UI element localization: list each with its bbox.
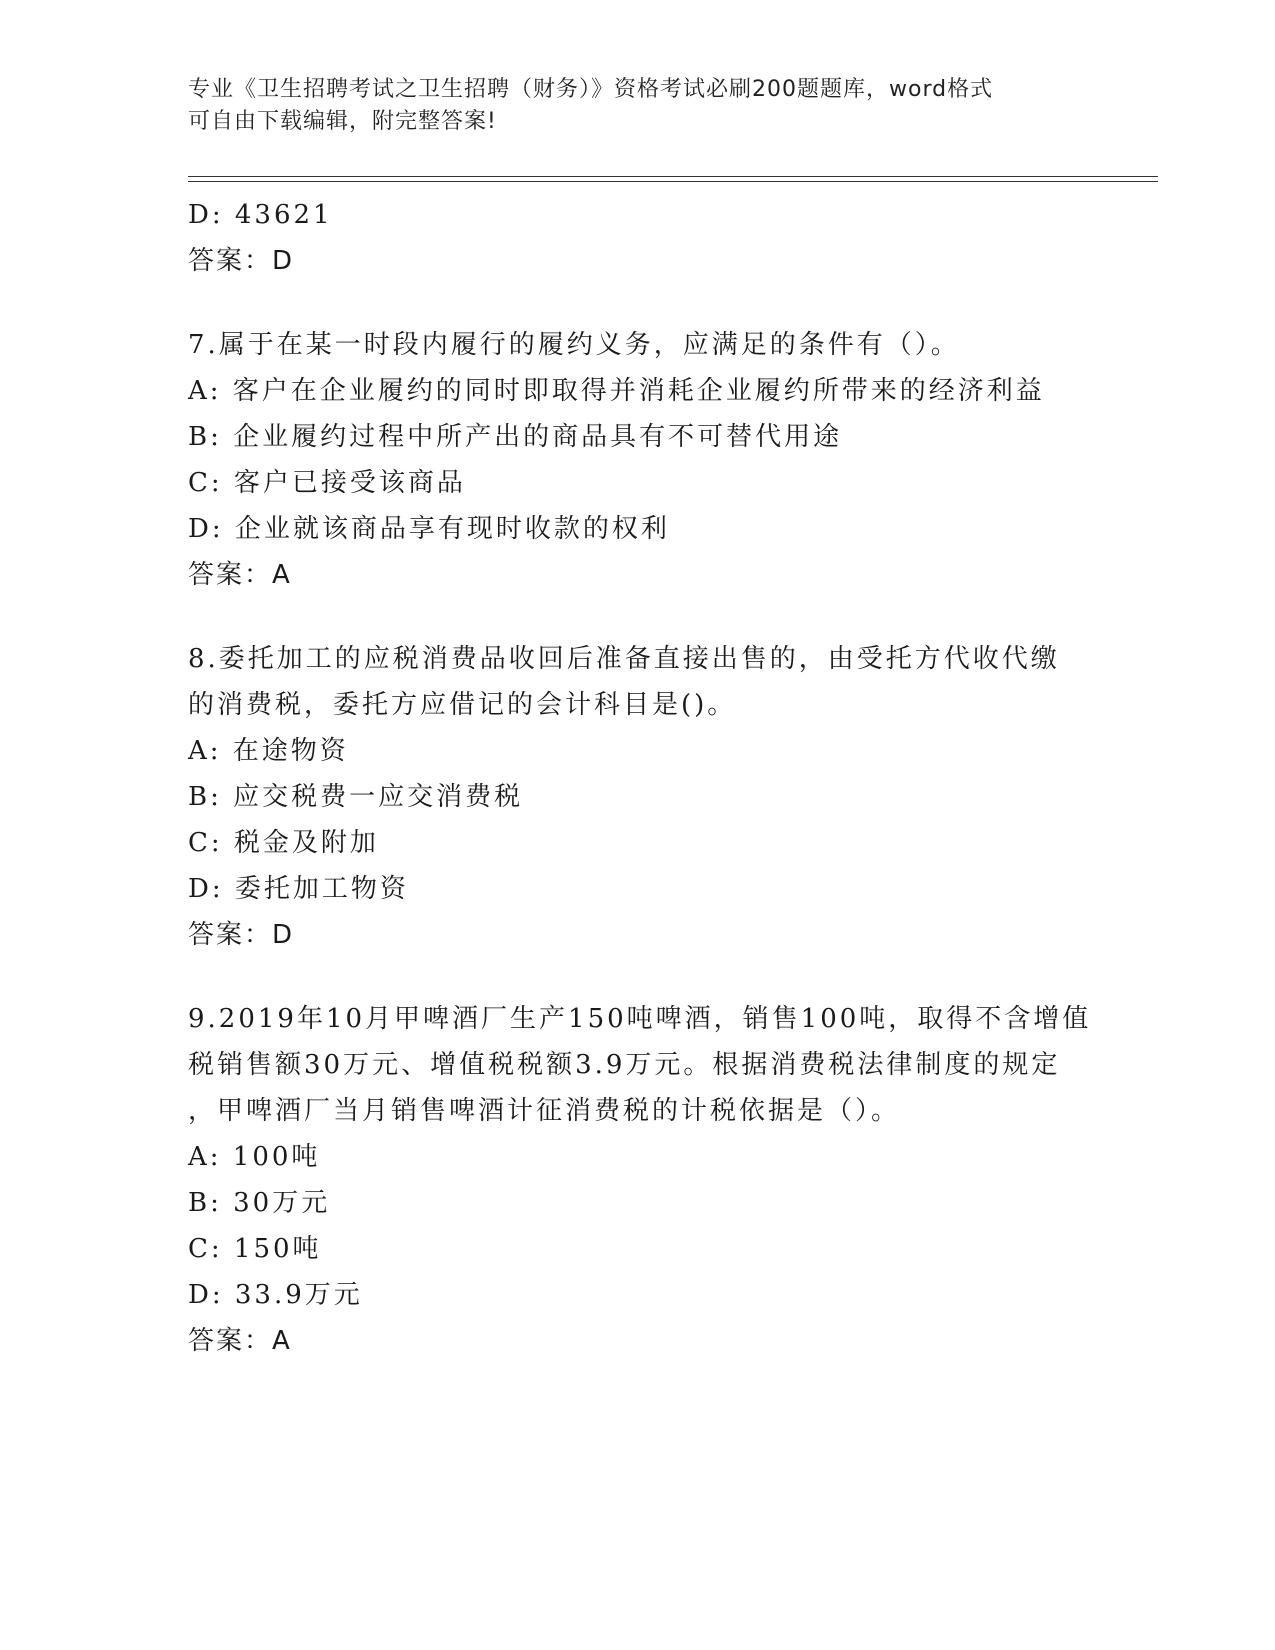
option-d: D: 委托加工物资	[188, 874, 409, 904]
question-stem-line-1: 8.委托加工的应税消费品收回后准备直接出售的，由受托方代收代缴	[188, 644, 1060, 674]
option-c: C: 税金及附加	[188, 828, 379, 858]
question-block-9	[188, 996, 1108, 1364]
option-a: A: 100吨	[188, 1142, 321, 1172]
question-spacer	[188, 598, 1108, 636]
question-block-8	[188, 636, 1108, 958]
question-content	[188, 192, 1108, 1364]
answer-line: 答案：D	[188, 920, 295, 950]
option-b: B: 30万元	[188, 1188, 331, 1218]
question-stem-line-3: ，甲啤酒厂当月销售啤酒计征消费税的计税依据是（）。	[188, 1096, 901, 1126]
option-b: B: 企业履约过程中所产出的商品具有不可替代用途	[188, 422, 843, 452]
question-stem-line-2: 税销售额30万元、增值税税额3.9万元。根据消费税法律制度的规定	[188, 1050, 1061, 1080]
option-c: C: 客户已接受该商品	[188, 468, 466, 498]
question-stem-line-2: 的消费税，委托方应借记的会计科目是()。	[188, 690, 737, 720]
question-stem-line-1: 9.2019年10月甲啤酒厂生产150吨啤酒，销售100吨，取得不含增值	[188, 1004, 1092, 1034]
option-d: D: 企业就该商品享有现时收款的权利	[188, 514, 670, 544]
question-stem: 7.属于在某一时段内履行的履约义务，应满足的条件有（）。	[188, 330, 960, 360]
option-c: C: 150吨	[188, 1234, 322, 1264]
question-spacer	[188, 284, 1108, 322]
option-d: D: 33.9万元	[188, 1280, 363, 1310]
question-block-continued	[188, 192, 1108, 284]
header-title-line-2: 可自由下载编辑，附完整答案!	[188, 109, 497, 134]
page-header	[188, 74, 1088, 138]
answer-line: 答案：A	[188, 560, 292, 590]
header-title-line-1: 专业《卫生招聘考试之卫生招聘（财务）》资格考试必刷200题题库，word格式	[188, 77, 994, 102]
header-divider-bottom	[188, 181, 1158, 182]
question-spacer	[188, 958, 1108, 996]
answer-line: 答案：D	[188, 246, 295, 276]
option-a: A: 客户在企业履约的同时即取得并消耗企业履约所带来的经济利益	[188, 376, 1045, 406]
option-a: A: 在途物资	[188, 736, 349, 766]
option-b: B: 应交税费一应交消费税	[188, 782, 524, 812]
option-d: D: 43621	[188, 200, 333, 230]
answer-line: 答案：A	[188, 1326, 292, 1356]
header-divider-top	[188, 176, 1158, 177]
question-block-7	[188, 322, 1108, 598]
